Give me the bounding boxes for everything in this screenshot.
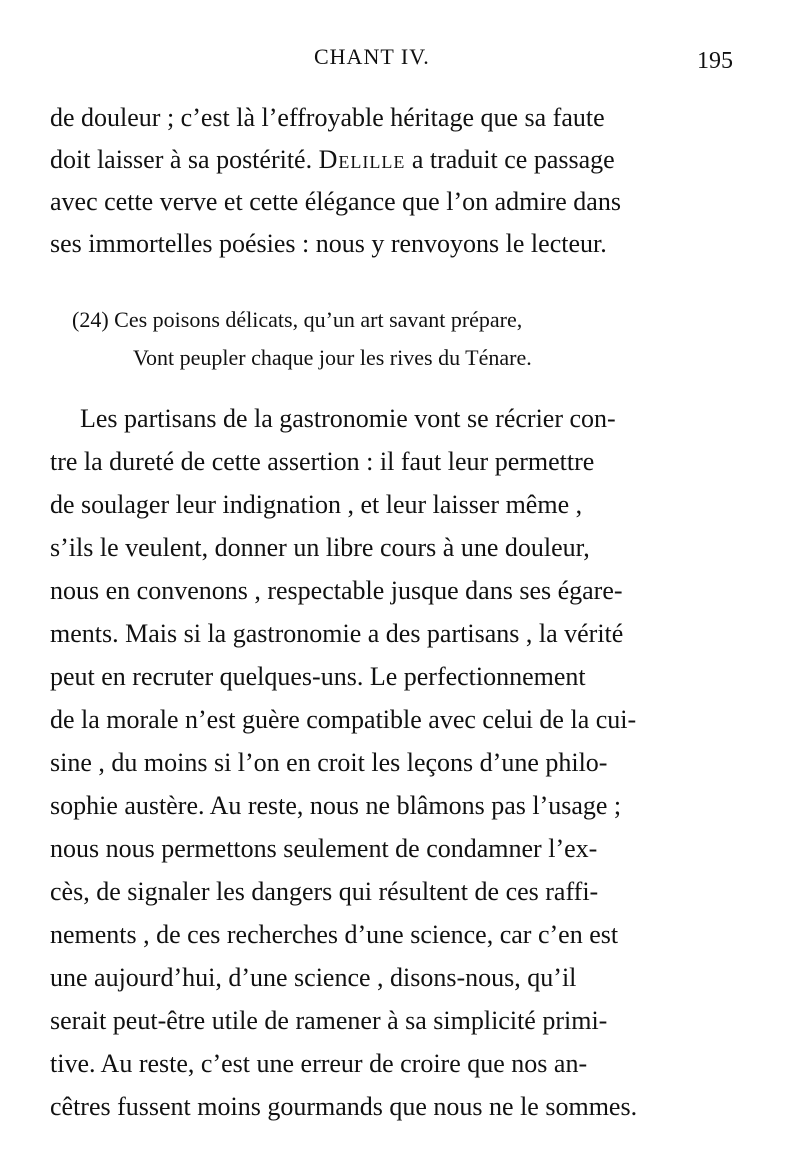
text-span: doit laisser à sa postérité. — [50, 145, 319, 174]
text-line: s’ils le veulent, donner un libre cours à une douleur, — [50, 533, 590, 562]
text-line: Les partisans de la gastronomie vont se récrier con- — [80, 404, 616, 433]
text-line: cêtres fussent moins gourmands que nous ne le sommes. — [50, 1092, 638, 1121]
text-line: ses immortelles poésies : nous y renvoyons le lecteur. — [50, 229, 607, 258]
author-name: Delille — [318, 145, 406, 174]
text-line: avec cette verve et cette élégance que l’on admire dans — [50, 187, 621, 216]
page-number: 195 — [697, 48, 733, 74]
running-head — [0, 44, 800, 80]
text-line: de la morale n’est guère compatible avec celui de la cui- — [50, 705, 637, 734]
running-title: CHANT IV. — [314, 44, 430, 69]
text-line: de douleur ; c’est là l’effroyable héritage que sa faute — [50, 103, 605, 132]
text-line: sine , du moins si l’on en croit les leçons d’une philo- — [50, 748, 608, 777]
text-span: a traduit ce passage — [405, 145, 615, 174]
verse-line: Vont peupler chaque jour les rives du Ténare. — [133, 345, 532, 370]
text-line: de soulager leur indignation , et leur laisser même , — [50, 490, 583, 519]
text-line: sophie austère. Au reste, nous ne blâmons pas l’usage ; — [50, 791, 622, 820]
text-line — [50, 145, 766, 175]
text-line: serait peut-être utile de ramener à sa simplicité primi- — [50, 1006, 608, 1035]
text-line: ments. Mais si la gastronomie a des partisans , la vérité — [50, 619, 624, 648]
text-line: nous en convenons , respectable jusque dans ses égare- — [50, 576, 623, 605]
text-line: nous nous permettons seulement de condamner l’ex- — [50, 834, 598, 863]
text-line: une aujourd’hui, d’une science , disons-nous, qu’il — [50, 963, 577, 992]
verse-line: (24) Ces poisons délicats, qu’un art savant prépare, — [72, 307, 523, 332]
text-line: peut en recruter quelques-uns. Le perfectionnement — [50, 662, 586, 691]
text-line: tive. Au reste, c’est une erreur de croire que nos an- — [50, 1049, 588, 1078]
text-line: cès, de signaler les dangers qui résultent de ces raffi- — [50, 877, 599, 906]
text-line: tre la dureté de cette assertion : il faut leur permettre — [50, 447, 595, 476]
text-line: nements , de ces recherches d’une science, car c’en est — [50, 920, 619, 949]
